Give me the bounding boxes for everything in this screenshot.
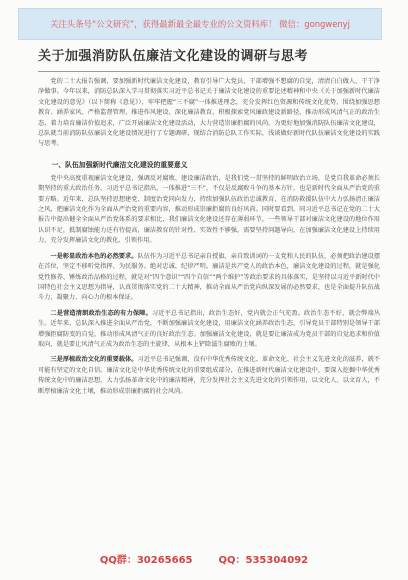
point-three-lead: 三是厚植政治文化的重要载体。 [50, 356, 138, 364]
point-two-text: 习近平总书记指出，政治生态好，党内就会正气充盈。政治生态不好，就会弊端丛生。近年来，总队深入推进全面从严治党，不断加强廉洁文化建设，用廉洁文化涵养政治生态，引导党员干部特别是领导干部增强拒腐防变的自觉，推动形成风清气正的良好政治生态。加强廉洁文化建设，就是要让廉洁成为党员干部的自觉追求和价值取向，就是要让风清气正成为政治生态的主旋律，从根本上铲除滋生腐败的土壤。 [38, 309, 381, 348]
point-one-text: 队伍作为习近平总书记亲自授旗、亲自致训词的一支党和人民的队伍，必须把政治建设摆在首位，坚定不移听党指挥、为民服务。绝对忠诚、纪律严明。廉洁是共产党人的政治本色，廉洁文化建设的过程，就是强化党性修养、锤炼政治品格的过程，就是对“四个意识”“四个自信”“两个维护”等政治要求的具体落实，是坚持以习近平新时代中国特色社会主义思想为指导，认真贯彻落实党的二十大精神，推动全面从严治党向纵深发展的必然要求，也是全面提升队伍战斗力、凝聚力、向心力的根本保证。 [38, 252, 381, 302]
point-three-paragraph [38, 355, 380, 397]
point-three-text: 习近平总书记强调，没有中华优秀传统文化、革命文化、社会主义先进文化的滋养，就不可能有坚定的文化自信。廉洁文化是中华优秀传统文化的重要组成部分，在推进新时代廉洁文化建设中，要深入挖掘中华优秀传统文化中的廉洁思想，大力弘扬革命文化中的廉洁精神，充分发挥社会主义先进文化的引领作用，以文化人、以文育人，不断厚植廉洁文化土壤，推动形成崇廉拒腐的社会风尚。 [38, 356, 381, 395]
section-paragraph: 党中央高度重视廉洁文化建设，强调反对腐败、建设廉洁政治，是我们党一贯坚持的鲜明政治立场，是党自我革命必须长期坚持的重大政治任务。习近平总书记指出，一体推进“三不”，不仅是反腐败斗争的基本方针，也是新时代全面从严治党的重要方略。近年来，总队坚持思想建党、制度治党同向发力，持续加强队伍政治忠诚教育，在消防救援队伍中大力弘扬清正廉洁之风，把廉洁文化作为全面从严治党的重要内容，推动形成崇廉拒腐的良好风尚。同时要看到，同习近平总书记在党的二十大报告中提出健全全面从严治党体系的要求相比，我们廉洁文化建设还存在薄弱环节，一些领导干部对廉洁文化建设的地位作用认识不足，抵制腐蚀能力还有待提高，廉洁教育的针对性、实效性不够强，需要坚持问题导向，在加强廉洁文化建设上持续用力，充分发挥廉洁文化的教化、引领作用。 [38, 174, 380, 245]
intro-paragraph: 党的二十大报告强调，要加强新时代廉洁文化建设，教育引导广大党员、干部增强不想腐的自觉，清清白白做人、干干净净做事。今年以来，消防总队深入学习贯彻落实习近平总书记关于廉洁文化建设的重要论述精神和中央《关于加强新时代廉洁文化建设的意见》（以下简称《意见》），牢牢把握“三不腐”一体推进理念，充分发挥红色资源和传统文化优势，围绕加强思想教育、涵养家风、严格监督管理、推进作风建设、深化廉洁教育，积极探索党风廉政建设新路径，推动形成风清气正的政治生态，着力培育廉洁价值追求，广泛开展廉洁文化建设活动，大力营造崇廉拒腐的风尚。为更好地加强消防队伍廉洁文化建设，总队就当前消防队伍廉洁文化建设情况进行了专题调研，现结合消防总队工作实际，浅谈做好新时代队伍廉洁文化建设的实践与思考。 [38, 78, 380, 148]
qq-group-text: QQ群：30265665 [99, 554, 193, 566]
promo-banner [18, 8, 382, 40]
title-divider [38, 71, 380, 72]
qq-text: QQ：535304092 [218, 554, 309, 566]
point-two-lead: 二是营造清朗政治生态的有力保障。 [50, 309, 152, 317]
document-page [0, 48, 408, 397]
point-one-lead: 一是彰显政治本色的必然要求。 [50, 252, 138, 260]
point-one-paragraph [38, 252, 380, 304]
document-title: 关于加强消防队伍廉洁文化建设的调研与思考 [38, 49, 309, 64]
section-heading: 一、队伍加强新时代廉洁文化建设的重要意义 [51, 160, 188, 169]
promo-banner-text: 关注头条号“公文研究”，获得最新最全最专业的公文资料库！ 微信：gongwenyj [50, 18, 350, 29]
contact-footer [0, 548, 408, 568]
point-two-paragraph [38, 309, 380, 351]
